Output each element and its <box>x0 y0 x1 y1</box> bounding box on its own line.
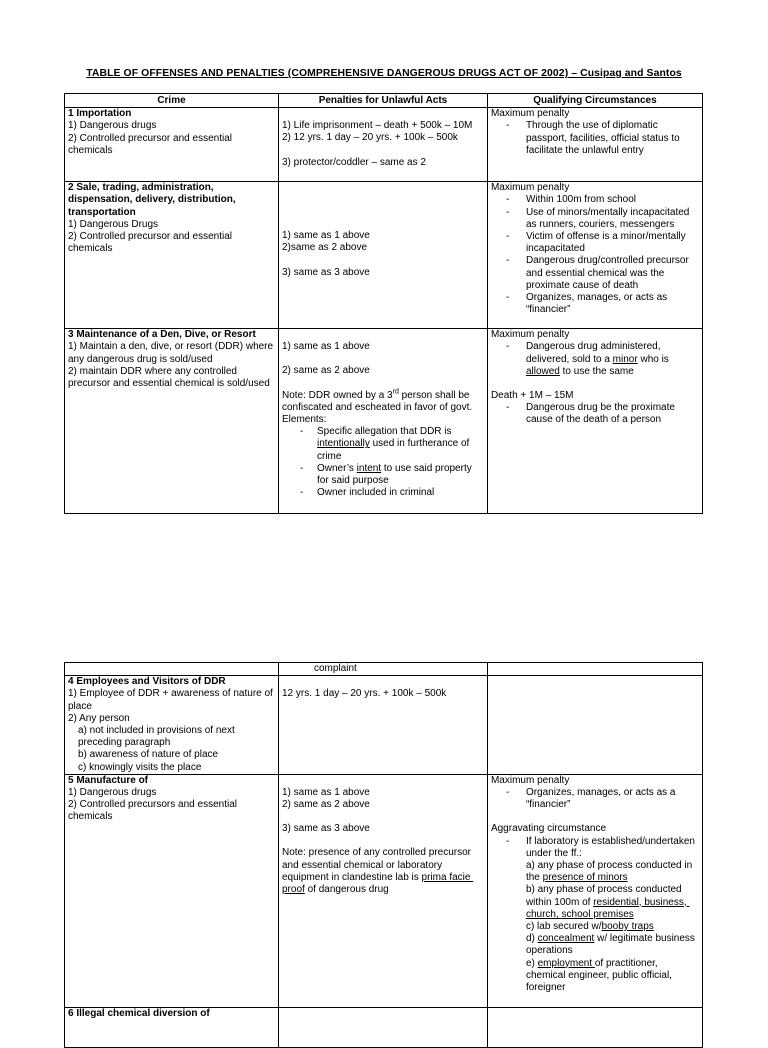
page-title: TABLE OF OFFENSES AND PENALTIES (COMPREHENSIVE DANGEROUS DRUGS ACT OF 2002) – Cusipag and Santos <box>86 68 682 79</box>
penalty-line: 3) same as 3 above <box>282 823 370 835</box>
crime-line: 1) Dangerous drugs <box>68 787 157 799</box>
crime-cell <box>65 182 279 329</box>
crime-line: 1) Maintain a den, dive, or resort (DDR) where any dangerous drug is sold/used <box>68 341 276 365</box>
table-row <box>65 676 703 775</box>
qualifying-cell <box>487 329 702 514</box>
penalty-line: 3) same as 3 above <box>282 266 370 278</box>
crime-cell <box>65 663 279 676</box>
aggravating-sub: b) any phase of process conducted within 100m of residential, business, church, school premises <box>525 884 690 920</box>
table-row <box>65 182 703 329</box>
aggravating-sub: d) concealment w/ legitimate business operations <box>525 933 698 957</box>
penalty-cell <box>279 676 488 775</box>
penalty-cell <box>279 774 488 1007</box>
qualifying-cell <box>487 1007 702 1047</box>
crime-line: 1) Employee of DDR + awareness of nature of place <box>68 688 276 712</box>
penalty-line: 3) protector/coddler – same as 2 <box>282 156 426 168</box>
crime-subline: a) not included in provisions of next preceding paragraph <box>78 725 238 749</box>
penalty-line: 1) Life imprisonment – death + 500k – 10M <box>282 120 473 132</box>
penalty-line: 2) same as 2 above <box>282 799 370 811</box>
penalty-note: Note: DDR owned by a 3rd person shall be confiscated and escheated in favor of govt. <box>282 388 473 413</box>
crime-line: 1) Dangerous Drugs <box>68 218 159 230</box>
offenses-table-top <box>64 93 703 514</box>
penalty-cell <box>279 182 488 329</box>
table-row <box>65 1007 703 1047</box>
header-crime: Crime <box>65 94 279 108</box>
penalty-line: 2)same as 2 above <box>282 242 368 254</box>
qualifying-item: - Organizes, manages, or acts as “financier” <box>526 292 699 316</box>
qualifying-heading: Maximum penalty <box>490 774 570 786</box>
qualifying-heading: Maximum penalty <box>490 182 570 194</box>
header-qualifying: Qualifying Circumstances <box>487 94 702 108</box>
crime-line: 2) Any person <box>68 712 130 724</box>
penalty-line: complaint <box>314 663 357 674</box>
table-row <box>65 774 703 1007</box>
aggravating-item: - If laboratory is established/undertaken under the ff.: a) any phase of process conducted in the presence of minors b) any phase of process conducted within 100m of residential, business, church, school premises c) lab secured w/booby traps d) concealment w/ legitimate business operations e) employment of practitioner, chemical engineer, public official, foreigner <box>526 836 699 995</box>
crime-subline: c) knowingly visits the place <box>78 761 202 773</box>
element-item: - Owner’s intent to use said property for said purpose <box>317 463 484 487</box>
crime-title: 4 Employees and Visitors of DDR <box>68 676 226 688</box>
penalty-line: 2) 12 yrs. 1 day – 20 yrs. + 100k – 500k <box>282 132 458 144</box>
qualifying-cell <box>487 182 702 329</box>
qualifying-item: - Organizes, manages, or acts as a “financier” <box>526 787 699 811</box>
penalty-cell <box>279 663 488 676</box>
qualifying-cell <box>487 663 702 676</box>
crime-cell <box>65 329 279 514</box>
elements-label: Elements: <box>282 414 327 426</box>
crime-title: 2 Sale, trading, administration, dispensation, delivery, distribution, transportation <box>68 182 239 218</box>
crime-line: 2) Controlled precursors and essential chemicals <box>68 799 240 823</box>
qualifying-item: - Through the use of diplomatic passport, facilities, official status to facilitate the unlawful entry <box>526 120 699 157</box>
crime-line: 1) Dangerous drugs <box>68 120 157 132</box>
qualifying-cell <box>487 676 702 775</box>
table-row <box>65 329 703 514</box>
table-header-row <box>65 94 703 108</box>
element-item: - Specific allegation that DDR is intentionally used in furtherance of crime <box>317 426 484 463</box>
penalty-line: 12 yrs. 1 day – 20 yrs. + 100k – 500k <box>282 688 447 700</box>
qualifying-item: - Dangerous drug/controlled precursor and essential chemical was the proximate cause of death <box>526 255 699 292</box>
penalty-cell <box>279 108 488 182</box>
crime-cell <box>65 774 279 1007</box>
crime-subline: b) awareness of nature of place <box>78 749 219 761</box>
qualifying-heading: Maximum penalty <box>490 329 570 341</box>
qualifying-item: - Use of minors/mentally incapacitated as runners, couriers, messengers <box>526 207 699 231</box>
crime-title: 5 Manufacture of <box>68 774 149 786</box>
qualifying-item: - Victim of offense is a minor/mentally incapacitated <box>526 231 699 255</box>
crime-cell <box>65 1007 279 1047</box>
aggravating-sub: a) any phase of process conducted in the presence of minors <box>525 860 695 884</box>
qualifying-heading: Maximum penalty <box>490 108 570 120</box>
crime-title: 3 Maintenance of a Den, Dive, or Resort <box>68 329 256 341</box>
penalty-line: 1) same as 1 above <box>282 230 370 242</box>
penalty-line: 1) same as 1 above <box>282 341 370 353</box>
qualifying-item: - Dangerous drug be the proximate cause of the death of a person <box>526 402 699 426</box>
aggravating-sub: c) lab secured w/booby traps <box>525 921 654 933</box>
qualifying-cell <box>487 774 702 1007</box>
penalty-cell <box>279 1007 488 1047</box>
header-penalties: Penalties for Unlawful Acts <box>279 94 488 108</box>
crime-cell <box>65 108 279 182</box>
table-row <box>65 108 703 182</box>
crime-line: 2) maintain DDR where any controlled precursor and essential chemical is sold/used <box>68 365 270 390</box>
crime-line: 2) Controlled precursor and essential chemicals <box>68 132 235 156</box>
penalty-note: Note: presence of any controlled precursor and essential chemical or laboratory equipment in clandestine lab is prima facie proof of dangerous drug <box>282 847 474 896</box>
aggravating-sub: e) employment of practitioner, chemical engineer, public official, foreigner <box>525 957 675 994</box>
qualifying-cell <box>487 108 702 182</box>
penalty-cell <box>279 329 488 514</box>
element-item: - Owner included in criminal <box>317 487 484 499</box>
offenses-table-bottom <box>64 662 703 1048</box>
penalty-line: 1) same as 1 above <box>282 786 370 798</box>
crime-cell <box>65 676 279 775</box>
crime-line: 2) Controlled precursor and essential chemicals <box>68 231 235 255</box>
aggravating-heading: Aggravating circumstance <box>490 823 607 835</box>
qualifying-item: - Within 100m from school <box>526 194 699 206</box>
qualifying-heading: Death + 1M – 15M <box>490 390 574 402</box>
penalty-line: 2) same as 2 above <box>282 365 370 377</box>
table-row <box>65 663 703 676</box>
qualifying-item: - Dangerous drug administered, delivered, sold to a minor who is allowed to use the same <box>526 341 699 378</box>
crime-title: 1 Importation <box>68 108 132 120</box>
crime-title: 6 Illegal chemical diversion of <box>68 1007 210 1019</box>
